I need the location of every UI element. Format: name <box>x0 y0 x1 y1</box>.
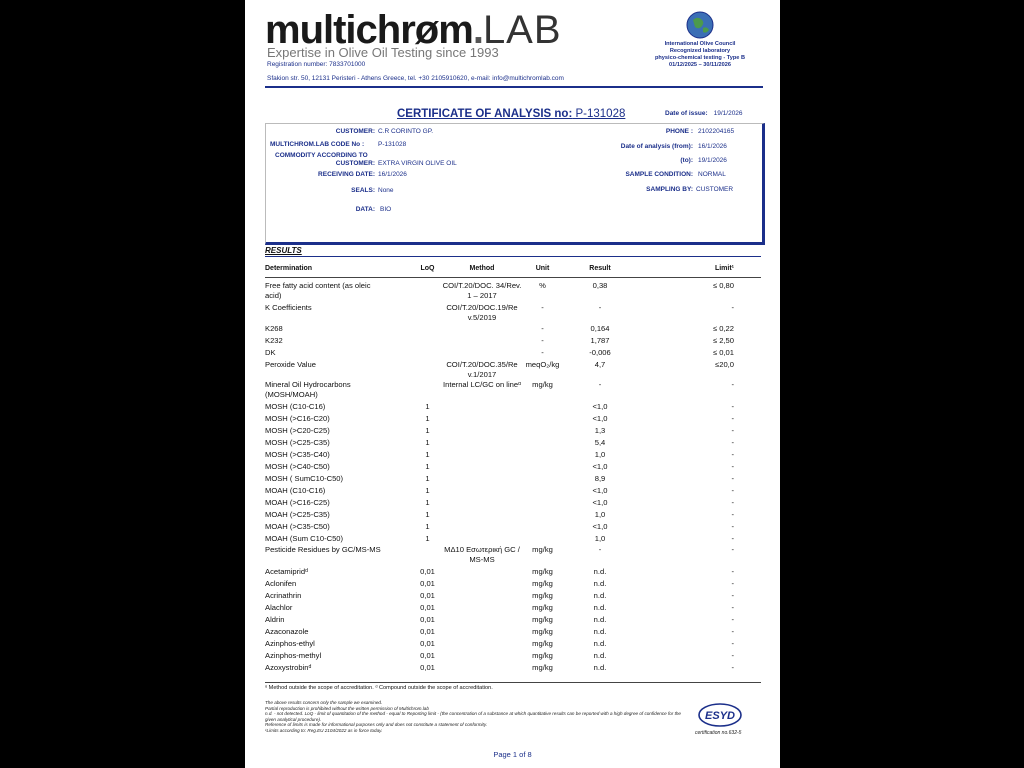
cell-limit: - <box>731 603 734 612</box>
cell-unit: mg/kg <box>532 579 553 588</box>
cell-determination: Acetamipridᵈ <box>265 567 308 576</box>
cell-determination: Pesticide Residues by GC/MS-MS <box>265 545 381 554</box>
cell-determination: MOSH ( SumC10-C50) <box>265 474 344 483</box>
code-label: MULTICHROM.LAB CODE No : <box>270 141 365 148</box>
cell-result: <1,0 <box>592 498 608 507</box>
cell-loq: 1 <box>425 534 430 543</box>
disclaimer-line: Reference of limits is made for informational purposes only and does not constitute a statement of conformity. <box>265 722 488 728</box>
cell-limit: ≤ 0,80 <box>712 281 734 290</box>
cell-loq: 0,01 <box>420 567 435 576</box>
cell-method: ΜΔ10 Εσωτερική GC / MS-MS <box>444 545 520 564</box>
cell-unit: mg/kg <box>532 627 553 636</box>
cell-result: n.d. <box>593 639 607 648</box>
cell-loq: 0,01 <box>420 579 435 588</box>
cell-determination: Azoxystrobinᵈ <box>265 663 312 672</box>
cell-result: 0,164 <box>590 324 610 333</box>
page-number: Page 1 of 8 <box>493 750 532 759</box>
cell-limit: - <box>731 627 734 636</box>
cell-unit: mg/kg <box>532 663 553 672</box>
sampling-by-value: CUSTOMER <box>696 186 734 193</box>
cell-loq: 1 <box>425 402 430 411</box>
cell-result: n.d. <box>593 615 607 624</box>
cell-determination: DK <box>265 348 276 357</box>
cell-unit: mg/kg <box>532 639 553 648</box>
ioc-recognition <box>640 41 760 69</box>
cell-result: n.d. <box>593 579 607 588</box>
results-heading: RESULTS <box>265 246 302 255</box>
cell-result: <1,0 <box>592 522 608 531</box>
cell-limit: - <box>731 426 734 435</box>
cell-result: n.d. <box>593 651 607 660</box>
issue-date-label: Date of issue: <box>665 110 708 117</box>
cell-determination: K Coefficients <box>265 303 312 312</box>
cell-determination: MOAH (>C35-C50) <box>265 522 330 531</box>
cell-determination: K268 <box>265 324 283 333</box>
analysis-from-label: Date of analysis (from): <box>620 143 693 150</box>
sampling-by-label: SAMPLING BY: <box>646 186 693 193</box>
cell-loq: 1 <box>425 438 430 447</box>
cell-unit: mg/kg <box>532 615 553 624</box>
cell-determination: MOAH (>C16-C25) <box>265 498 330 507</box>
disclaimer-line: ¹Limits according to: Reg.EU 2104/2022 as in force today. <box>265 727 383 733</box>
commodity-label-1: COMMODITY ACCORDING TO <box>275 152 368 159</box>
issue-date <box>665 110 743 117</box>
cell-result: 1,0 <box>594 534 606 543</box>
cell-unit: - <box>541 303 544 312</box>
certificate-title-text: CERTIFICATE OF ANALYSIS no: <box>397 108 573 120</box>
ioc-globe-icon <box>685 10 715 45</box>
esyd-logo-text: ESYD <box>705 710 735 722</box>
ioc-line: physico-chemical testing - Type B <box>654 55 746 61</box>
esyd-logo <box>697 702 743 733</box>
cell-limit: - <box>731 615 734 624</box>
analysis-to-label: (to): <box>680 157 693 164</box>
cell-determination: Azinphos-ethyl <box>265 639 315 648</box>
cell-limit: - <box>731 639 734 648</box>
cell-loq: 1 <box>425 450 430 459</box>
col-header-result: Result <box>589 265 611 272</box>
cell-method: COI/T.20/DOC. 34/Rev. 1 – 2017 <box>442 281 522 300</box>
receiving-date-label: RECEIVING DATE: <box>318 171 375 178</box>
cell-result: 1,787 <box>590 336 610 345</box>
logo-text: multichr <box>265 8 415 52</box>
cell-determination: MOSH (>C20-C25) <box>265 426 330 435</box>
cell-determination: Aclonifen <box>265 579 297 588</box>
cell-limit: - <box>731 663 734 672</box>
ioc-line: 01/12/2025 – 30/11/2026 <box>669 62 731 68</box>
cell-result: n.d. <box>593 627 607 636</box>
cell-limit: - <box>731 534 734 543</box>
col-header-method: Method <box>469 265 495 272</box>
cell-limit: - <box>731 567 734 576</box>
cell-result: -0,006 <box>589 348 611 357</box>
cell-unit: mg/kg <box>532 380 553 389</box>
cell-loq: 1 <box>425 414 430 423</box>
cell-result: 1,3 <box>594 426 606 435</box>
cell-loq: 0,01 <box>420 603 435 612</box>
cell-limit: - <box>731 651 734 660</box>
cell-result: 1,0 <box>594 510 606 519</box>
customer-value: C.R CORINTO GP. <box>378 128 434 135</box>
cell-determination: MOSH (>C35-C40) <box>265 450 330 459</box>
cell-determination: Azinphos-methyl <box>265 651 322 660</box>
seals-label: SEALS: <box>351 187 375 194</box>
lab-address: Sfakion str. 50, 12131 Peristeri - Athens Greece, tel. +30 2105910620, e-mail: info@multichromlab.com <box>267 75 564 82</box>
cell-limit: - <box>731 545 734 554</box>
disclaimer-line: Partial reproduction is prohibited without the written permission of Multichrom.lab <box>265 705 429 711</box>
cell-loq: 1 <box>425 462 430 471</box>
disclaimer <box>265 700 685 734</box>
cell-determination: Peroxide Value <box>265 360 316 369</box>
cell-loq: 1 <box>425 498 430 507</box>
cell-method: Internal LC/GC on lineᵅ <box>443 380 521 389</box>
cell-limit: - <box>731 510 734 519</box>
cell-unit: mg/kg <box>532 651 553 660</box>
cell-unit: - <box>541 336 544 345</box>
tagline: Expertise in Olive Oil Testing since 1993 <box>267 45 499 60</box>
cell-determination: Acrinathrin <box>265 591 302 600</box>
analysis-to-value: 19/1/2026 <box>698 157 727 164</box>
cell-loq: 1 <box>425 474 430 483</box>
cell-limit: - <box>731 498 734 507</box>
cell-unit: meqO₂/kg <box>525 360 560 369</box>
cell-limit: - <box>731 579 734 588</box>
cell-limit: ≤ 2,50 <box>712 336 734 345</box>
logo-o: ø <box>414 8 439 52</box>
cell-result: <1,0 <box>592 462 608 471</box>
cell-unit: % <box>539 281 546 290</box>
cell-result: - <box>598 303 602 312</box>
commodity-value: EXTRA VIRGIN OLIVE OIL <box>378 160 457 167</box>
cell-result: <1,0 <box>592 402 608 411</box>
cell-determination: MOSH (>C40-C50) <box>265 462 330 471</box>
cell-result: - <box>598 380 602 389</box>
sample-condition-label: SAMPLE CONDITION: <box>625 171 693 178</box>
code-value: P-131028 <box>378 141 407 148</box>
cell-loq: 1 <box>425 426 430 435</box>
cell-method: COI/T.20/DOC.35/Re v.1/2017 <box>446 360 518 379</box>
customer-label: CUSTOMER: <box>335 128 375 135</box>
cell-result: 0,38 <box>592 281 608 290</box>
cell-determination: Free fatty acid content (as oleic acid) <box>265 281 371 300</box>
cell-determination: Mineral Oil Hydrocarbons (MOSH/MOAH) <box>265 380 351 399</box>
cell-limit: - <box>731 450 734 459</box>
cell-method: COI/T.20/DOC.19/Re v.5/2019 <box>446 303 518 322</box>
cell-result: n.d. <box>593 663 607 672</box>
cell-determination: Alachlor <box>265 603 293 612</box>
seals-value: None <box>378 187 394 194</box>
registration-number: Registration number: 7833701000 <box>267 61 366 68</box>
cell-limit: - <box>731 414 734 423</box>
col-header-limit: Limit¹ <box>714 265 734 272</box>
cell-limit: ≤ 0,01 <box>712 348 734 357</box>
esyd-certification: certification no.632-5 <box>695 730 742 736</box>
cell-result: <1,0 <box>592 486 608 495</box>
cell-determination: Azaconazole <box>265 627 309 636</box>
footnote-divider <box>265 682 761 683</box>
cell-unit: - <box>541 348 544 357</box>
cell-unit: mg/kg <box>532 545 553 554</box>
cell-limit: - <box>731 438 734 447</box>
certificate-number: P-131028 <box>575 108 626 120</box>
cell-unit: mg/kg <box>532 591 553 600</box>
cell-result: 8,9 <box>594 474 606 483</box>
issue-date-value: 19/1/2026 <box>713 110 743 117</box>
logo-m: m <box>438 8 473 52</box>
cell-result: 4,7 <box>594 360 606 369</box>
cell-unit: - <box>541 324 544 333</box>
cell-loq: 0,01 <box>420 615 435 624</box>
cell-limit: - <box>731 591 734 600</box>
cell-loq: 1 <box>425 510 430 519</box>
ioc-line: Recognized laboratory <box>669 48 731 54</box>
cell-unit: mg/kg <box>532 567 553 576</box>
cell-result: 5,4 <box>594 438 606 447</box>
cell-result: n.d. <box>593 603 607 612</box>
cell-determination: MOSH (C10-C16) <box>265 402 326 411</box>
results-divider <box>265 256 761 257</box>
receiving-date-value: 16/1/2026 <box>378 171 407 178</box>
col-header-determination: Determination <box>265 265 313 272</box>
table-header-divider <box>265 277 761 278</box>
cell-loq: 0,01 <box>420 663 435 672</box>
cell-loq: 0,01 <box>420 651 435 660</box>
data-label: DATA: <box>355 206 375 213</box>
cell-limit: ≤20,0 <box>715 360 734 369</box>
cell-result: n.d. <box>593 591 607 600</box>
disclaimer-line: The above results concern only the sample we examined. <box>265 700 383 705</box>
cell-loq: 0,01 <box>420 639 435 648</box>
col-header-loq: LoQ <box>420 265 435 272</box>
cell-unit: mg/kg <box>532 603 553 612</box>
logo-lab: LAB <box>482 8 562 52</box>
cell-limit: - <box>731 522 734 531</box>
cell-result: <1,0 <box>592 414 608 423</box>
certificate-page <box>245 0 780 768</box>
cell-determination: Aldrin <box>265 615 285 624</box>
cell-limit: - <box>731 402 734 411</box>
col-header-unit: Unit <box>535 265 550 272</box>
analysis-from-value: 16/1/2026 <box>698 143 727 150</box>
cell-loq: 0,01 <box>420 591 435 600</box>
cell-result: n.d. <box>593 567 607 576</box>
cell-determination: MOAH (>C25-C35) <box>265 510 330 519</box>
phone-label: PHONE : <box>665 128 693 135</box>
cell-limit: - <box>731 303 734 312</box>
cell-result: 1,0 <box>594 450 606 459</box>
cell-limit: - <box>731 486 734 495</box>
cell-determination: K232 <box>265 336 283 345</box>
disclaimer-line: n.d. - not detected. LoQ - limit of quantitation of the method - equal to Reporting limit - (the concentration of a substance at which quantitative results can be reported with a high degree of confidence for the given analytical procedure). <box>265 711 681 722</box>
cell-limit: - <box>731 462 734 471</box>
commodity-label-2: CUSTOMER: <box>335 160 375 167</box>
cell-limit: - <box>731 474 734 483</box>
certificate-title <box>397 108 625 120</box>
sample-condition-value: NORMAL <box>698 171 726 178</box>
cell-determination: MOSH (>C16-C20) <box>265 414 330 423</box>
ioc-line: International Olive Council <box>664 41 736 47</box>
cell-determination: MOAH (Sum C10-C50) <box>265 534 344 543</box>
phone-value: 2102204165 <box>698 128 735 135</box>
data-value: BIO <box>380 206 392 213</box>
accreditation-footnote: ᵅ Method outside the scope of accreditation. ᵈ Compound outside the scope of accreditation. <box>265 685 493 691</box>
cell-loq: 0,01 <box>420 627 435 636</box>
cell-determination: MOAH (C10-C16) <box>265 486 326 495</box>
logo-dot: . <box>472 8 483 52</box>
cell-loq: 1 <box>425 522 430 531</box>
cell-result: - <box>598 545 602 554</box>
cell-determination: MOSH (>C25-C35) <box>265 438 330 447</box>
cell-limit: ≤ 0,22 <box>712 324 734 333</box>
header-divider <box>265 86 763 88</box>
cell-limit: - <box>731 380 734 389</box>
cell-loq: 1 <box>425 486 430 495</box>
